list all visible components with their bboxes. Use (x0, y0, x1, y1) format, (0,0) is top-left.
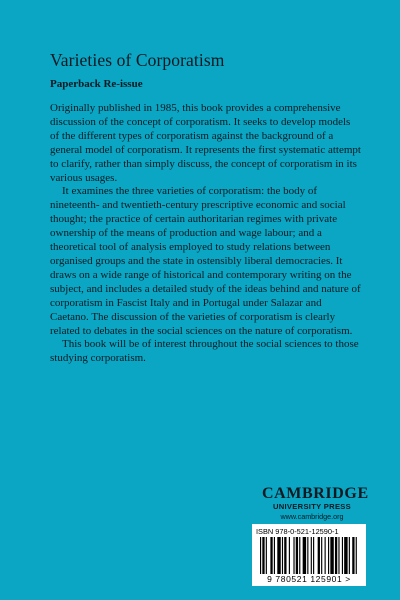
blurb-paragraph-1: Originally published in 1985, this book provides a comprehensive discussion of the concept of corporatism. It seeks to develop models of the different types of corporatism against the background of a general model of corporatism. It represents the first systematic attempt to clarify, rather than simply discuss, the concept of corporatism in its various usages. (50, 102, 361, 184)
edition-label: Paperback Re-issue (50, 78, 143, 90)
isbn-label: ISBN 978-0-521-12590-1 (256, 527, 339, 536)
book-title: Varieties of Corporatism (50, 50, 225, 70)
barcode-icon (260, 537, 358, 575)
publisher-subtitle: UNIVERSITY PRESS (272, 502, 352, 511)
publisher-url: www.cambridge.org (280, 512, 344, 521)
blurb-paragraph-2: It examines the three varieties of corporatism: the body of nineteenth- and twentieth-century prescriptive economic and social thought; the practice of certain authoritarian regimes with private ownership of the means of production and wage labour; and a theoretical tool of analysis employed to study relations between organised groups and the state in ostensibly liberal democracies. It draws on a wide range of historical and contemporary writing on the subject, and includes a detailed study of the ideas behind and nature of corporatism in Fascist Italy and in Portugal under Salazar and Caetano. The discussion of the varieties of corporatism is clearly related to debates in the social sciences on the nature of corporatism. (50, 185, 361, 337)
barcode-digits: 9 780521 125901 > (252, 574, 366, 584)
blurb (50, 102, 362, 366)
barcode-panel (252, 524, 366, 586)
blurb-paragraph-3: This book will be of interest throughout the social sciences to those studying corporatism. (50, 338, 359, 365)
publisher-name: CAMBRIDGE (262, 485, 369, 502)
publisher-logo (262, 485, 369, 522)
